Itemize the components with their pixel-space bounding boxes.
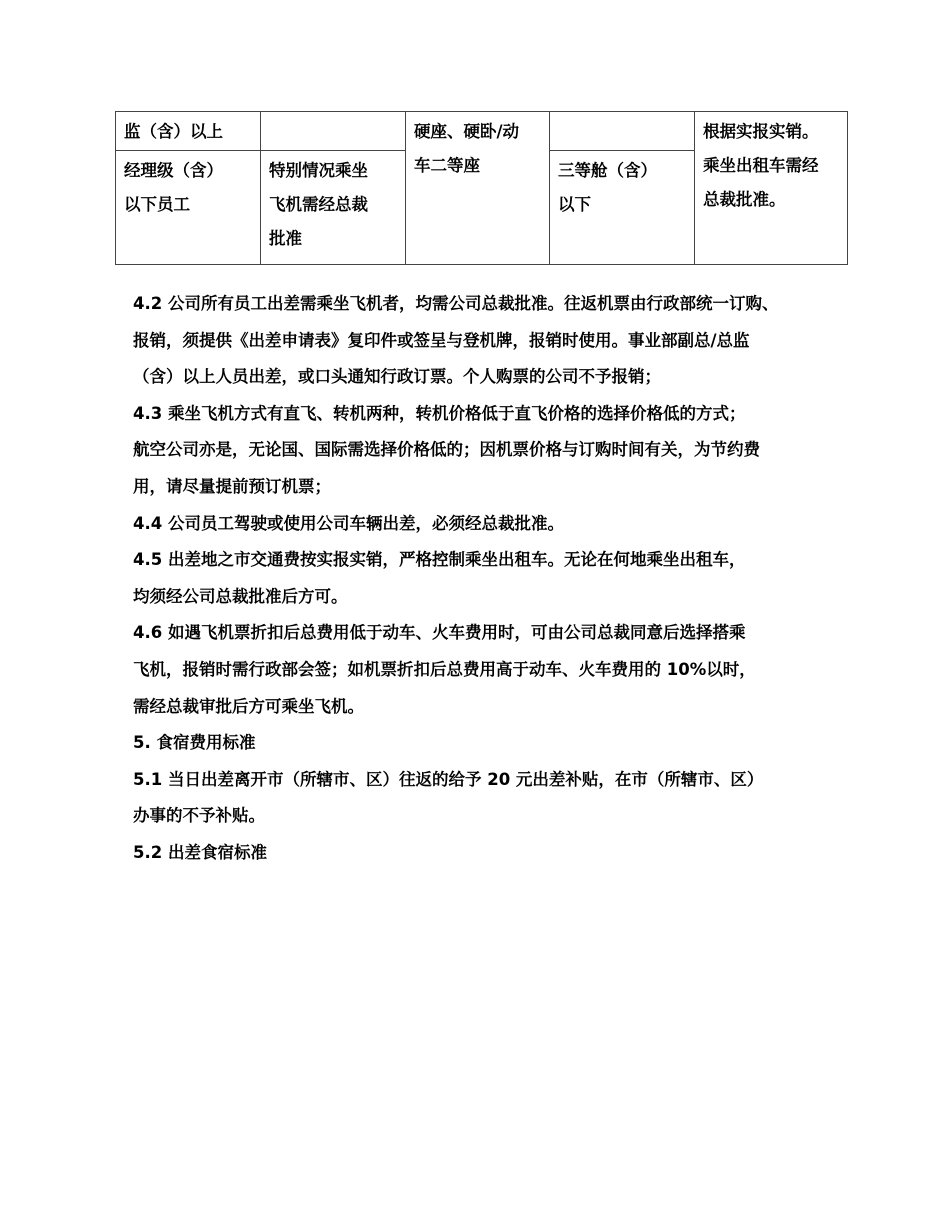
travel-standard-table — [115, 111, 848, 265]
table-cell-level-upper: 监（含）以上 — [116, 112, 261, 151]
cell-line: 批准 — [269, 229, 302, 248]
paragraph-line: 5.2 出差食宿标准 — [133, 842, 267, 862]
paragraph-line: 4.4 公司员工驾驶或使用公司车辆出差，必须经总裁批准。 — [133, 513, 564, 533]
cell-line: 总裁批准。 — [703, 190, 786, 209]
cell-line: 乘坐出租车需经 — [703, 156, 819, 175]
paragraph-line: （含）以上人员出差，或口头通知行政订票。个人购票的公司不予报销； — [133, 367, 661, 387]
cell-line: 以下员工 — [124, 195, 190, 214]
paragraph-line: 航空公司亦是，无论国、国际需选择价格低的；因机票价格与订购时间有关，为节约费 — [133, 440, 760, 460]
paragraph-line: 报销，须提供《出差申请表》复印件或签呈与登机牌，报销时使用。事业部副总/总监 — [133, 330, 750, 350]
paragraph-line: 4.5 出差地之市交通费按实报实销，严格控制乘坐出租车。无论在何地乘坐出租车， — [133, 550, 746, 570]
cell-line: 经理级（含） — [124, 161, 223, 180]
section-heading: 5. 食宿费用标准 — [133, 733, 256, 753]
paragraph-line: 需经总裁审批后方可乘坐飞机。 — [133, 696, 364, 716]
table-cell-local-transport — [695, 112, 848, 265]
cell-line: 根据实报实销。 — [703, 122, 819, 141]
table-cell-level-manager — [116, 151, 261, 265]
paragraph-line: 4.3 乘坐飞机方式有直飞、转机两种，转机价格低于直飞价格的选择价格低的方式； — [133, 403, 746, 423]
paragraph-line: 飞机，报销时需行政部会签；如机票折扣后总费用高于动车、火车费用的 10%以时， — [133, 659, 756, 679]
paragraph-line: 5.1 当日出差离开市（所辖市、区）往返的给予 20 元出差补贴，在市（所辖市、区） — [133, 769, 764, 789]
cell-line: 飞机需经总裁 — [269, 195, 368, 214]
cell-line: 车二等座 — [414, 156, 480, 175]
table-cell-empty — [550, 112, 695, 151]
table-cell-train-class — [406, 112, 550, 265]
cell-line: 特别情况乘坐 — [269, 161, 368, 180]
policy-body-text — [133, 286, 863, 872]
paragraph-line: 4.2 公司所有员工出差需乘坐飞机者，均需公司总裁批准。往返机票由行政部统一订购、 — [133, 294, 779, 313]
table-cell-flight-approval — [261, 151, 406, 265]
table-row — [116, 112, 848, 151]
paragraph-line: 均须经公司总裁批准后方可。 — [133, 586, 348, 606]
paragraph-line: 办事的不予补贴。 — [133, 806, 265, 826]
paragraph-line: 用，请尽量提前预订机票； — [133, 476, 331, 496]
table-cell-ship-class — [550, 151, 695, 265]
cell-line: 三等舱（含） — [558, 161, 657, 180]
cell-line: 以下 — [558, 195, 591, 214]
cell-line: 硬座、硬卧/动 — [414, 122, 520, 141]
table-cell-empty — [261, 112, 406, 151]
paragraph-line: 4.6 如遇飞机票折扣后总费用低于动车、火车费用时，可由公司总裁同意后选择搭乘 — [133, 623, 746, 643]
